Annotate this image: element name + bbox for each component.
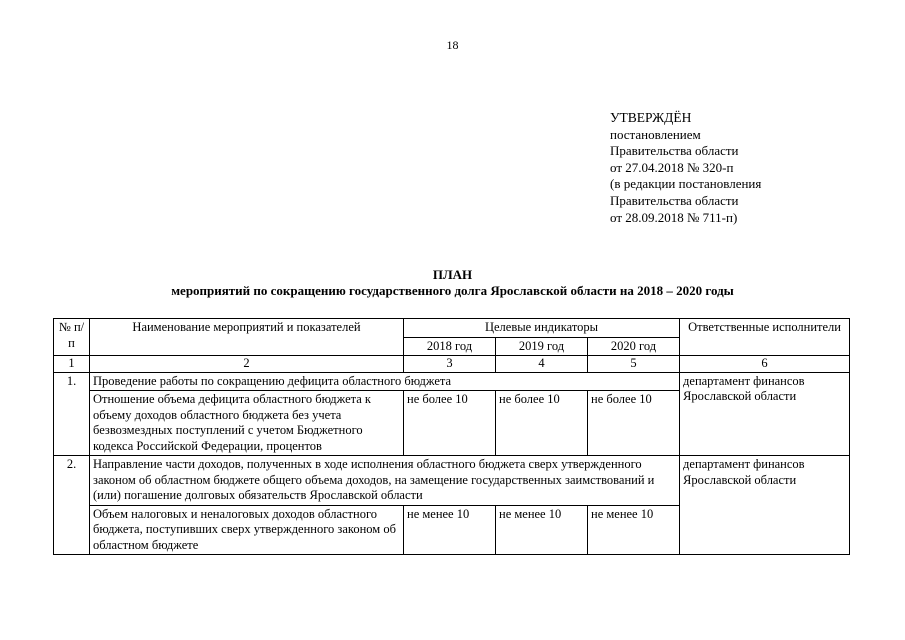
column-index: 2 (90, 356, 404, 373)
column-index: 1 (54, 356, 90, 373)
column-index-row (54, 356, 850, 373)
row-number: 1. (54, 372, 90, 456)
column-index: 4 (496, 356, 588, 373)
header-responsible: Ответственные исполнители (680, 319, 850, 356)
indicator-cell: Объем налоговых и неналоговых доходов областного бюджета, поступивших сверх утвержденного законом об областном бюджете (90, 505, 404, 555)
approval-line: от 27.04.2018 № 320-п (610, 159, 734, 175)
header-year: 2019 год (496, 337, 588, 356)
table-row (54, 456, 850, 506)
plan-table (53, 318, 850, 555)
plan-title: ПЛАН (432, 267, 473, 282)
approval-line: от 28.09.2018 № 711-п) (610, 209, 738, 225)
table-row (54, 372, 850, 391)
column-index: 3 (404, 356, 496, 373)
value-cell: не более 10 (588, 391, 680, 456)
value-cell: не менее 10 (588, 505, 680, 555)
value-cell: не менее 10 (496, 505, 588, 555)
plan-subtitle: мероприятий по сокращению государственного долга Ярославской области на 2018 – 2020 годы (171, 283, 734, 298)
header-num: № п/п (54, 319, 90, 356)
plan-heading (0, 267, 905, 299)
approval-line: Правительства области (610, 143, 739, 159)
responsible-cell: департамент финансов Ярославской области (680, 372, 850, 456)
activity-cell: Проведение работы по сокращению дефицита областного бюджета (90, 372, 680, 391)
indicator-cell: Отношение объема дефицита областного бюджета к объему доходов областного бюджета без учета безвозмездных поступлений с учетом Бюджетного кодекса Российской Федерации, процентов (90, 391, 404, 456)
header-name: Наименование мероприятий и показателей (90, 319, 404, 356)
value-cell: не более 10 (496, 391, 588, 456)
approval-line: постановлением (610, 126, 701, 142)
responsible-cell: департамент финансов Ярославской области (680, 456, 850, 555)
header-year: 2020 год (588, 337, 680, 356)
column-index: 5 (588, 356, 680, 373)
header-year: 2018 год (404, 337, 496, 356)
approval-stamp (610, 110, 761, 226)
row-number: 2. (54, 456, 90, 555)
column-index: 6 (680, 356, 850, 373)
approval-title: УТВЕРЖДЁН (610, 110, 692, 125)
value-cell: не менее 10 (404, 505, 496, 555)
activity-cell: Направление части доходов, полученных в ходе исполнения областного бюджета сверх утвержденного законом об областном бюджете общего объема доходов, на замещение государственных заимствований и (или) погашение долговых обязательств Ярославской области (90, 456, 680, 506)
page-number: 18 (446, 38, 459, 52)
approval-line: Правительства области (610, 192, 739, 208)
header-indicators: Целевые индикаторы (404, 319, 680, 338)
value-cell: не более 10 (404, 391, 496, 456)
approval-line: (в редакции постановления (610, 176, 762, 192)
header-row (54, 319, 850, 338)
